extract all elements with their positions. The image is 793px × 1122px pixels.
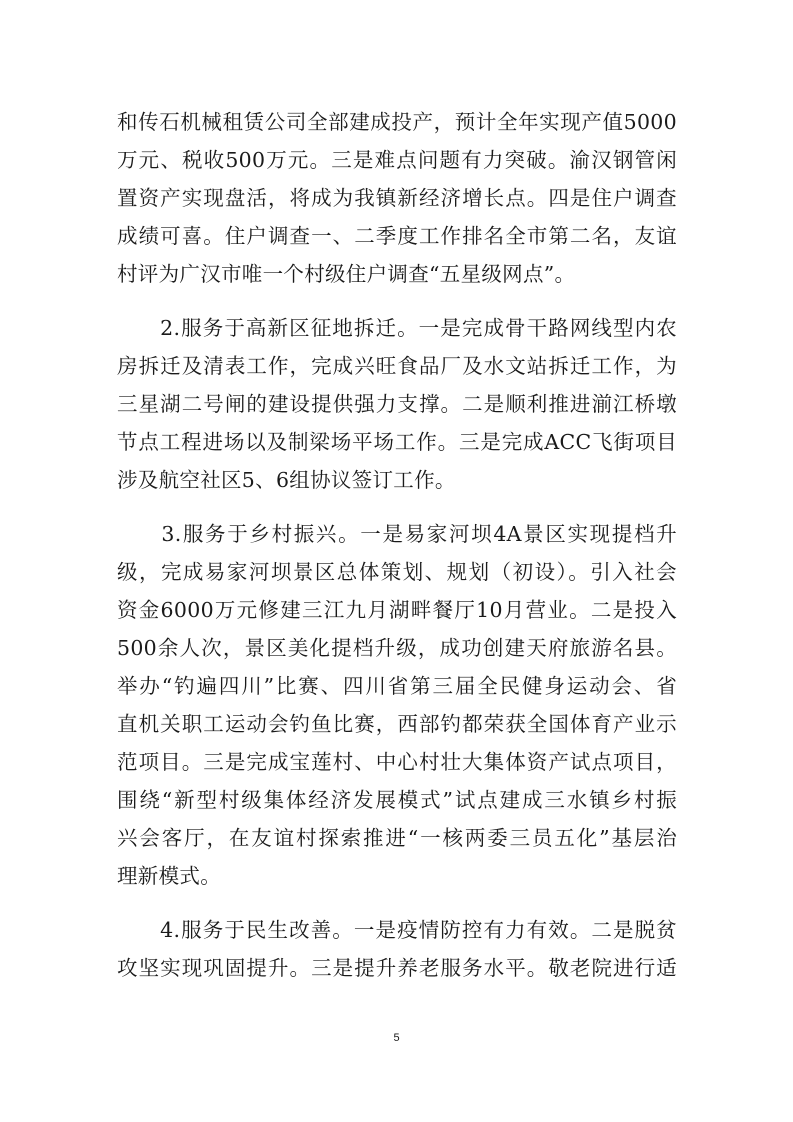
text-line: 范项目。三是完成宝莲村、中心村壮大集体资产试点项目， bbox=[117, 750, 677, 774]
text-line: 成绩可喜。住户调查一、二季度工作排名全市第二名，友谊 bbox=[117, 224, 677, 248]
paragraph-3 bbox=[117, 515, 677, 895]
page-number: 5 bbox=[393, 1032, 400, 1044]
text-line: 兴会客厅，在友谊村探索推进“一核两委三员五化”基层治 bbox=[117, 826, 677, 850]
text-line: 攻坚实现巩固提升。三是提升养老服务水平。敬老院进行适 bbox=[117, 956, 677, 980]
paragraph-4 bbox=[117, 911, 677, 987]
text-line: 和传石机械租赁公司全部建成投产，预计全年实现产值5000 bbox=[117, 110, 677, 134]
text-line: 资金6000万元修建三江九月湖畔餐厅10月营业。二是投入 bbox=[117, 598, 677, 622]
text-line: 级，完成易家河坝景区总体策划、规划（初设）。引入社会 bbox=[117, 560, 677, 584]
text-line: 房拆迁及清表工作，完成兴旺食品厂及水文站拆迁工作，为 bbox=[117, 354, 677, 378]
text-line: 4.服务于民生改善。一是疫情防控有力有效。二是脱贫 bbox=[117, 918, 677, 942]
text-line: 500余人次，景区美化提档升级，成功创建天府旅游名县。 bbox=[117, 636, 677, 660]
text-line: 举办“钓遍四川”比赛、四川省第三届全民健身运动会、省 bbox=[117, 674, 677, 698]
text-line: 理新模式。 bbox=[117, 864, 221, 888]
paragraph-1 bbox=[117, 103, 677, 293]
paragraph-2 bbox=[117, 309, 677, 499]
text-line: 村评为广汉市唯一个村级住户调查“五星级网点”。 bbox=[117, 262, 576, 286]
paragraph-spacer bbox=[117, 895, 677, 911]
text-line: 三星湖二号闸的建设提供强力支撑。二是顺利推进湔江桥墩 bbox=[117, 392, 677, 416]
document-body bbox=[117, 103, 677, 987]
text-line: 置资产实现盘活，将成为我镇新经济增长点。四是住户调查 bbox=[117, 186, 677, 210]
text-line: 3.服务于乡村振兴。一是易家河坝4A景区实现提档升 bbox=[117, 522, 677, 546]
text-line: 2.服务于高新区征地拆迁。一是完成骨干路网线型内农 bbox=[117, 316, 677, 340]
text-line: 节点工程进场以及制梁场平场工作。三是完成ACC飞街项目 bbox=[117, 430, 677, 454]
text-line: 涉及航空社区5、6组协议签订工作。 bbox=[117, 468, 456, 492]
text-line: 直机关职工运动会钓鱼比赛，西部钓都荣获全国体育产业示 bbox=[117, 712, 677, 736]
paragraph-spacer bbox=[117, 293, 677, 309]
paragraph-spacer bbox=[117, 499, 677, 515]
text-line: 万元、税收500万元。三是难点问题有力突破。渝汉钢管闲 bbox=[117, 148, 677, 172]
text-line: 围绕“新型村级集体经济发展模式”试点建成三水镇乡村振 bbox=[117, 788, 677, 812]
